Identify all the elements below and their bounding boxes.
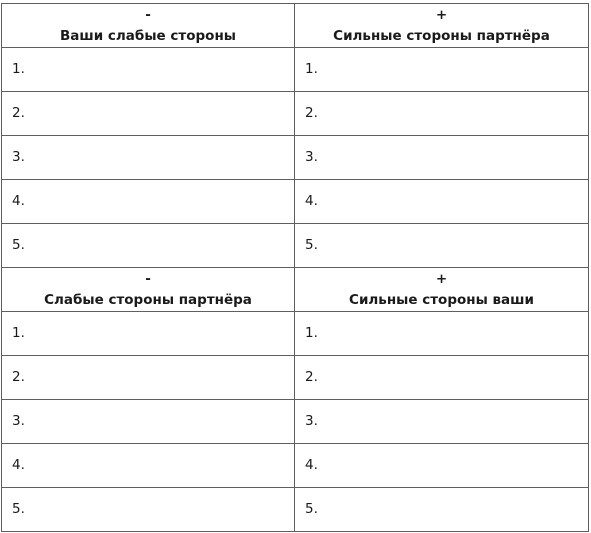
entry-cell[interactable]: 3. [295,136,589,180]
section-header-row [2,268,589,312]
table-row [2,400,589,444]
header-cell-partner-weaknesses [2,268,295,312]
table-row [2,356,589,400]
table-row [2,92,589,136]
section-header-row [2,4,589,48]
entry-cell[interactable]: 4. [2,444,295,488]
table-row [2,224,589,268]
entry-cell[interactable]: 3. [2,136,295,180]
entry-cell[interactable]: 5. [2,224,295,268]
entry-cell[interactable]: 1. [295,48,589,92]
comparison-table [1,3,589,532]
entry-cell[interactable]: 5. [295,224,589,268]
plus-sign: + [435,270,448,287]
header-title: Сильные стороны ваши [349,291,534,308]
entry-cell[interactable]: 2. [295,92,589,136]
minus-sign: - [145,6,151,23]
table-row [2,48,589,92]
header-cell-your-strengths [295,268,589,312]
header-cell-partner-strengths [295,4,589,48]
header-title: Сильные стороны партнёра [333,27,550,44]
entry-cell[interactable]: 4. [295,180,589,224]
entry-cell[interactable]: 3. [295,400,589,444]
table-row [2,444,589,488]
entry-cell[interactable]: 4. [295,444,589,488]
table-row [2,488,589,532]
entry-cell[interactable]: 1. [2,48,295,92]
entry-cell[interactable]: 3. [2,400,295,444]
minus-sign: - [145,270,151,287]
table-row [2,180,589,224]
entry-cell[interactable]: 4. [2,180,295,224]
entry-cell[interactable]: 2. [2,92,295,136]
entry-cell[interactable]: 2. [2,356,295,400]
header-cell-your-weaknesses [2,4,295,48]
header-title: Слабые стороны партнёра [44,291,252,308]
entry-cell[interactable]: 5. [295,488,589,532]
entry-cell[interactable]: 5. [2,488,295,532]
table-row [2,312,589,356]
entry-cell[interactable]: 2. [295,356,589,400]
entry-cell[interactable]: 1. [295,312,589,356]
entry-cell[interactable]: 1. [2,312,295,356]
table-row [2,136,589,180]
header-title: Ваши слабые стороны [60,27,236,44]
plus-sign: + [435,6,448,23]
